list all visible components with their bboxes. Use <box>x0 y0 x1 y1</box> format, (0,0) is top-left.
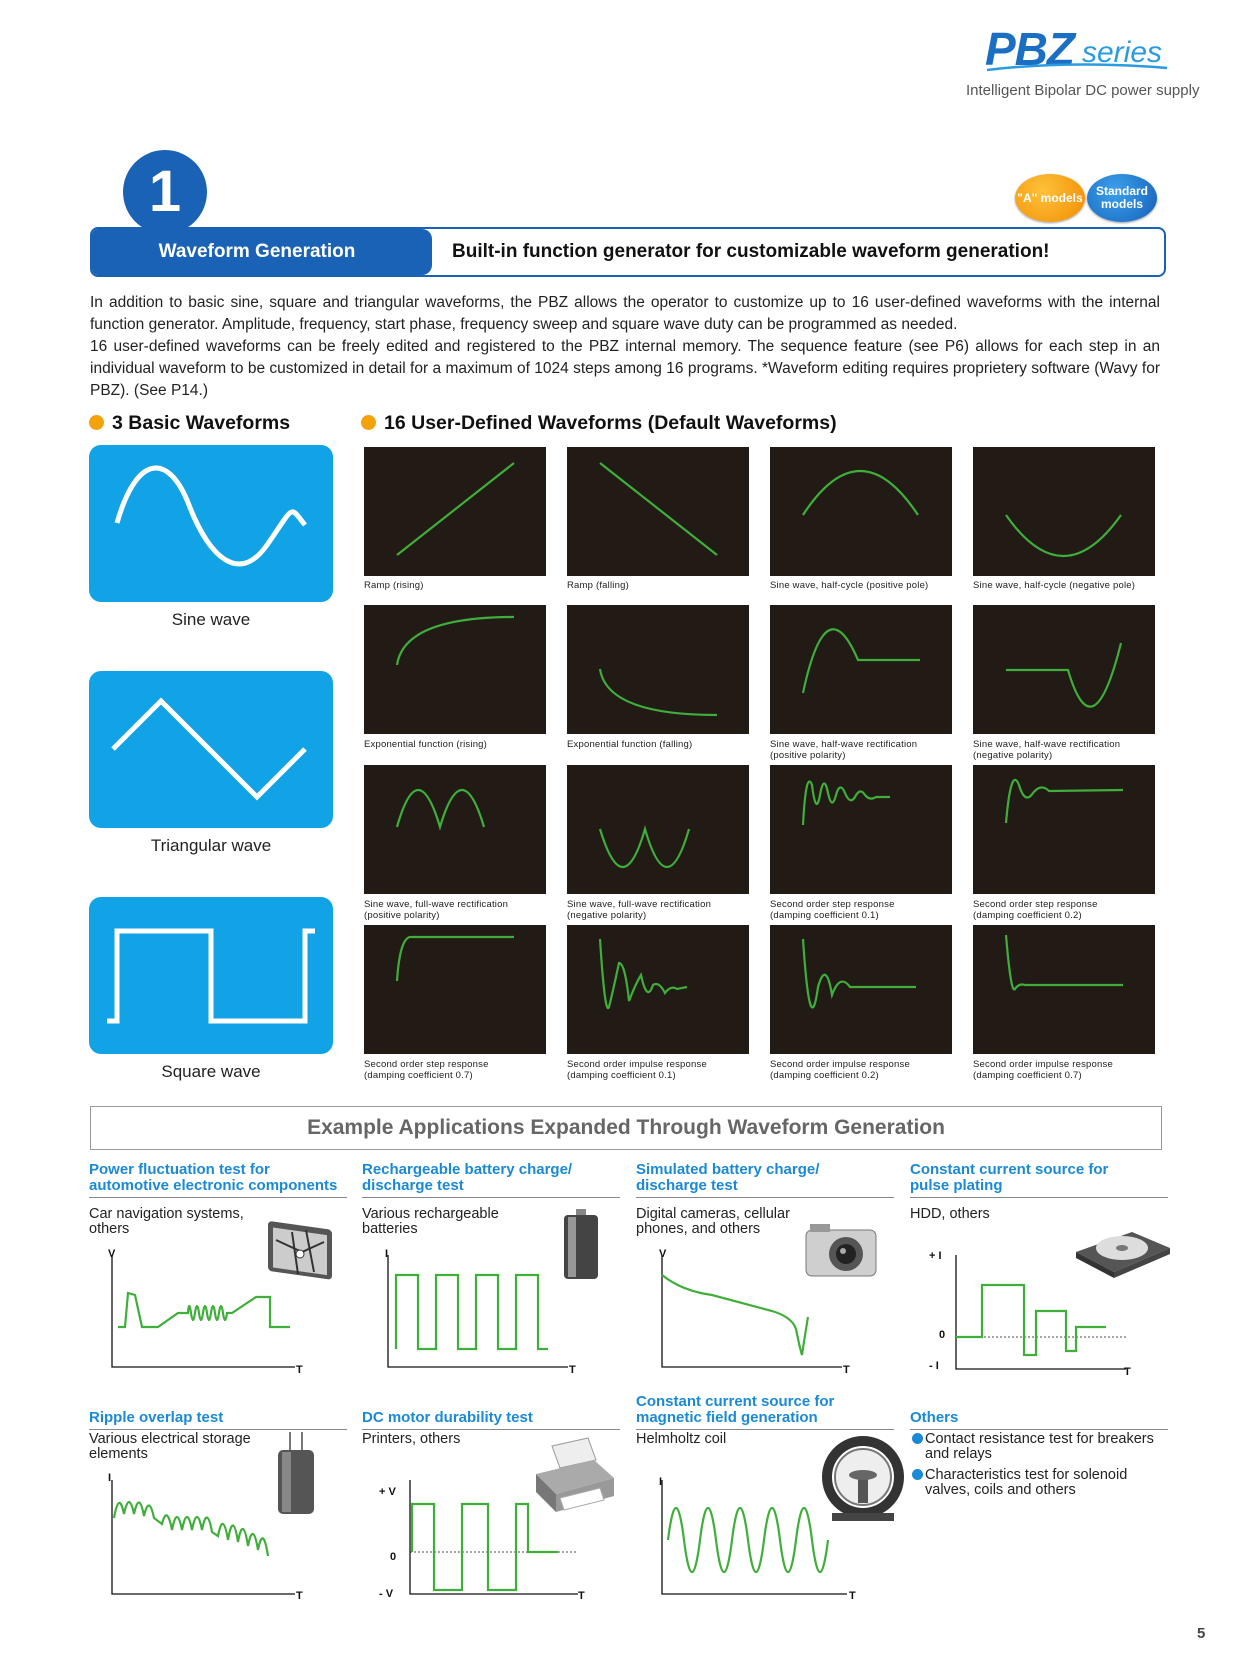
full-wave-positive-icon <box>364 765 546 894</box>
basic-waveforms-heading <box>89 412 290 435</box>
app5-y-label: I <box>108 1472 112 1484</box>
caption-line: Exponential function (falling) <box>567 739 693 750</box>
section-subtitle: Built-in function generator for customizable waveform generation! <box>452 241 1050 262</box>
app-title-line: automotive electronic components <box>89 1177 338 1194</box>
half-wave-negative-icon <box>973 605 1155 734</box>
app-title-line: Simulated battery charge/ <box>636 1161 820 1178</box>
caption-line: (damping coefficient 0.1) <box>770 910 879 921</box>
scope-impulse-01 <box>567 925 749 1054</box>
app7-x-label: T <box>849 1590 856 1602</box>
app-title-magnetic-field <box>636 1394 894 1430</box>
scope-full-wave-negative <box>567 765 749 894</box>
others-item <box>912 1432 1162 1462</box>
caption-impulse-02 <box>770 1059 960 1081</box>
app6-neg-label: - V <box>379 1588 394 1600</box>
sine-wave-icon <box>89 445 333 602</box>
basic-heading-text: 3 Basic Waveforms <box>112 412 291 434</box>
caption-line: (positive polarity) <box>770 750 846 761</box>
user-heading-text: 16 User-Defined Waveforms (Default Waveforms) <box>384 412 837 434</box>
caption-line: Exponential function (rising) <box>364 739 488 750</box>
scope-full-wave-positive <box>364 765 546 894</box>
step-response-02-icon <box>973 765 1155 894</box>
others-item-text: Characteristics test for solenoid valves, coils and others <box>925 1467 1128 1498</box>
app1-y-label: V <box>108 1248 116 1260</box>
scope-half-wave-negative <box>973 605 1155 734</box>
app-desc-line: elements <box>89 1446 148 1462</box>
standard-models-badge: Standard models <box>1087 174 1157 222</box>
blue-bullet-icon <box>912 1469 923 1480</box>
app-desc-line: HDD, others <box>910 1206 990 1222</box>
caption-half-wave-positive <box>770 739 960 761</box>
app-desc-rechargeable <box>362 1207 499 1237</box>
caption-exp-falling <box>567 739 757 750</box>
app-title-line: Others <box>910 1409 959 1426</box>
scope-exp-falling <box>567 605 749 734</box>
caption-line: Sine wave, half-wave rectification <box>770 739 918 750</box>
caption-line: Second order step response <box>364 1059 489 1070</box>
car-navigation-icon <box>262 1212 342 1282</box>
user-waveforms-heading <box>361 412 837 435</box>
section-title-bar <box>90 227 1166 277</box>
app-desc-line: Printers, others <box>362 1431 461 1447</box>
app-desc-line: batteries <box>362 1221 418 1237</box>
others-item <box>912 1468 1162 1498</box>
app-desc-line: phones, and others <box>636 1221 761 1237</box>
app4-zero-label: 0 <box>939 1329 946 1341</box>
app-desc-ripple <box>89 1432 251 1462</box>
caption-line: (positive polarity) <box>364 910 440 921</box>
caption-full-wave-negative <box>567 899 757 921</box>
triangle-wave-icon <box>89 671 333 828</box>
app-title-line: magnetic field generation <box>636 1409 818 1426</box>
app-title-power-fluctuation <box>89 1162 347 1198</box>
half-wave-positive-icon <box>770 605 952 734</box>
app2-x-label: T <box>569 1364 576 1376</box>
app2-y-label: I <box>385 1248 389 1260</box>
others-item-text: Contact resistance test for breakers and relays <box>925 1431 1154 1462</box>
sine-wave-label: Sine wave <box>171 610 251 629</box>
app-title-pulse-plating <box>910 1162 1168 1198</box>
app-desc-line: Digital cameras, cellular <box>636 1206 790 1222</box>
scope-impulse-02 <box>770 925 952 1054</box>
caption-full-wave-positive <box>364 899 554 921</box>
caption-line: Second order impulse response <box>770 1059 910 1070</box>
battery-icon <box>556 1205 606 1285</box>
app7-y-label: I <box>659 1476 663 1488</box>
app-desc-line: Various electrical storage <box>89 1431 251 1447</box>
step-response-01-icon <box>770 765 952 894</box>
app3-y-label: V <box>659 1248 667 1260</box>
app5-x-label: T <box>296 1590 303 1602</box>
logo-swoosh-icon <box>982 62 1172 76</box>
app-title-line: Constant current source for <box>636 1393 835 1410</box>
app-desc-line: Various rechargeable <box>362 1206 499 1222</box>
app3-x-label: T <box>843 1364 850 1376</box>
sine-half-negative-icon <box>973 447 1155 576</box>
triangle-wave-label: Triangular wave <box>150 836 272 855</box>
impulse-response-07-icon <box>973 925 1155 1054</box>
orange-dot-icon <box>361 415 376 430</box>
app-title-line: Rechargeable battery charge/ <box>362 1161 573 1178</box>
page-number: 5 <box>1197 1625 1206 1642</box>
caption-line: Second order impulse response <box>567 1059 707 1070</box>
square-wave-label: Square wave <box>161 1062 261 1081</box>
helmholtz-coil-icon <box>818 1435 908 1525</box>
app-title-line: Power fluctuation test for <box>89 1161 270 1178</box>
caption-line: Ramp (falling) <box>567 580 629 591</box>
a-models-badge: "A" models <box>1015 174 1085 222</box>
impulse-response-02-icon <box>770 925 952 1054</box>
intro-paragraph-1: In addition to basic sine, square and triangular waveforms, the PBZ allows the operator to customize up to 16 user-defined waveforms with the internal function generator. Amplitude, frequency, start phase, frequency sweep and square wave duty can be programmed as needed. <box>90 294 1160 333</box>
ramp-rising-icon <box>364 447 546 576</box>
caption-line: Second order step response <box>770 899 895 910</box>
scope-step-02 <box>973 765 1155 894</box>
scope-ramp-rising <box>364 447 546 576</box>
caption-impulse-07 <box>973 1059 1163 1081</box>
app-title-dc-motor <box>362 1410 620 1430</box>
scope-step-07 <box>364 925 546 1054</box>
caption-line: Sine wave, full-wave rectification <box>364 899 509 910</box>
app2-graph <box>378 1255 578 1375</box>
app-title-line: discharge test <box>636 1177 738 1194</box>
sine-half-positive-icon <box>770 447 952 576</box>
scope-ramp-falling <box>567 447 749 576</box>
app-desc-pulse-plating <box>910 1207 990 1222</box>
app-desc-line: others <box>89 1221 130 1237</box>
pbz-logo: PBZ <box>985 23 1074 75</box>
app-desc-power-fluctuation <box>89 1207 244 1237</box>
app5-graph <box>100 1480 300 1600</box>
square-wave-box <box>89 897 333 1054</box>
caption-line: (damping coefficient 0.7) <box>973 1070 1082 1081</box>
caption-ramp-rising <box>364 580 554 591</box>
square-wave-icon <box>89 897 333 1054</box>
caption-line: (negative polarity) <box>567 910 647 921</box>
capacitor-icon <box>272 1430 322 1520</box>
hard-disk-icon <box>1072 1212 1172 1282</box>
app-title-rechargeable <box>362 1162 620 1198</box>
caption-line: Second order step response <box>973 899 1098 910</box>
app4-neg-label: - I <box>929 1360 939 1372</box>
exp-rising-icon <box>364 605 546 734</box>
caption-line: (negative polarity) <box>973 750 1053 761</box>
caption-sine-half-negative <box>973 580 1163 591</box>
app-title-line: DC motor durability test <box>362 1409 533 1426</box>
scope-sine-half-positive <box>770 447 952 576</box>
app6-x-label: T <box>578 1590 585 1602</box>
section-number: 1 <box>123 150 207 234</box>
caption-impulse-01 <box>567 1059 757 1081</box>
series-logo: series <box>1082 36 1163 69</box>
caption-step-02 <box>973 899 1163 921</box>
caption-line: (damping coefficient 0.2) <box>973 910 1082 921</box>
caption-line: (damping coefficient 0.7) <box>364 1070 473 1081</box>
logo-tagline: Intelligent Bipolar DC power supply <box>966 82 1200 99</box>
printer-icon <box>530 1438 620 1518</box>
full-wave-negative-icon <box>567 765 749 894</box>
app-desc-dc-motor <box>362 1432 460 1447</box>
scope-sine-half-negative <box>973 447 1155 576</box>
sine-wave-box <box>89 445 333 602</box>
scope-half-wave-positive <box>770 605 952 734</box>
app4-x-label: T <box>1124 1366 1131 1378</box>
app-title-line: discharge test <box>362 1177 464 1194</box>
triangle-wave-box <box>89 671 333 828</box>
app-title-ripple <box>89 1410 347 1430</box>
ramp-falling-icon <box>567 447 749 576</box>
impulse-response-01-icon <box>567 925 749 1054</box>
caption-line: (damping coefficient 0.1) <box>567 1070 676 1081</box>
app-desc-line: Helmholtz coil <box>636 1431 727 1447</box>
caption-ramp-falling <box>567 580 757 591</box>
caption-line: Ramp (rising) <box>364 580 424 591</box>
title-notch <box>422 229 432 275</box>
caption-line: Sine wave, half-cycle (positive pole) <box>770 580 929 591</box>
app-title-simulated-battery <box>636 1162 894 1198</box>
caption-step-01 <box>770 899 960 921</box>
app-title-line: pulse plating <box>910 1177 1003 1194</box>
app-title-line: Ripple overlap test <box>89 1409 224 1426</box>
intro-paragraph-2: 16 user-defined waveforms can be freely edited and registered to the PBZ internal memory. The sequence feature (see P6) allows for each step in an individual waveform to be customized in detail for a maximum of 1024 steps among 16 programs. *Waveform editing requires proprietery software (Wavy for PBZ). (See P14.) <box>90 338 1160 399</box>
app-desc-simulated-battery <box>636 1207 790 1237</box>
caption-line: Sine wave, full-wave rectification <box>567 899 712 910</box>
caption-sine-half-positive <box>770 580 960 591</box>
caption-line: Sine wave, half-wave rectification <box>973 739 1121 750</box>
app1-x-label: T <box>296 1364 303 1376</box>
scope-step-01 <box>770 765 952 894</box>
caption-half-wave-negative <box>973 739 1163 761</box>
step-response-07-icon <box>364 925 546 1054</box>
caption-step-07 <box>364 1059 554 1081</box>
camera-icon <box>802 1218 882 1280</box>
orange-dot-icon <box>89 415 104 430</box>
caption-line: Sine wave, half-cycle (negative pole) <box>973 580 1136 591</box>
caption-exp-rising <box>364 739 554 750</box>
app-title-line: Constant current source for <box>910 1161 1109 1178</box>
others-list <box>912 1432 1162 1504</box>
caption-line: (damping coefficient 0.2) <box>770 1070 879 1081</box>
app-desc-line: Car navigation systems, <box>89 1206 244 1222</box>
app-title-others <box>910 1410 1168 1430</box>
scope-impulse-07 <box>973 925 1155 1054</box>
blue-bullet-icon <box>912 1433 923 1444</box>
app6-zero-label: 0 <box>390 1551 397 1563</box>
caption-line: Second order impulse response <box>973 1059 1113 1070</box>
applications-banner: Example Applications Expanded Through Waveform Generation <box>90 1106 1162 1150</box>
intro-text <box>90 292 1160 402</box>
app-desc-magnetic-field <box>636 1432 726 1447</box>
scope-exp-rising <box>364 605 546 734</box>
exp-falling-icon <box>567 605 749 734</box>
app4-y-label: + I <box>929 1250 942 1262</box>
section-title: Waveform Generation <box>92 229 422 275</box>
app6-y-label: + V <box>379 1486 396 1498</box>
